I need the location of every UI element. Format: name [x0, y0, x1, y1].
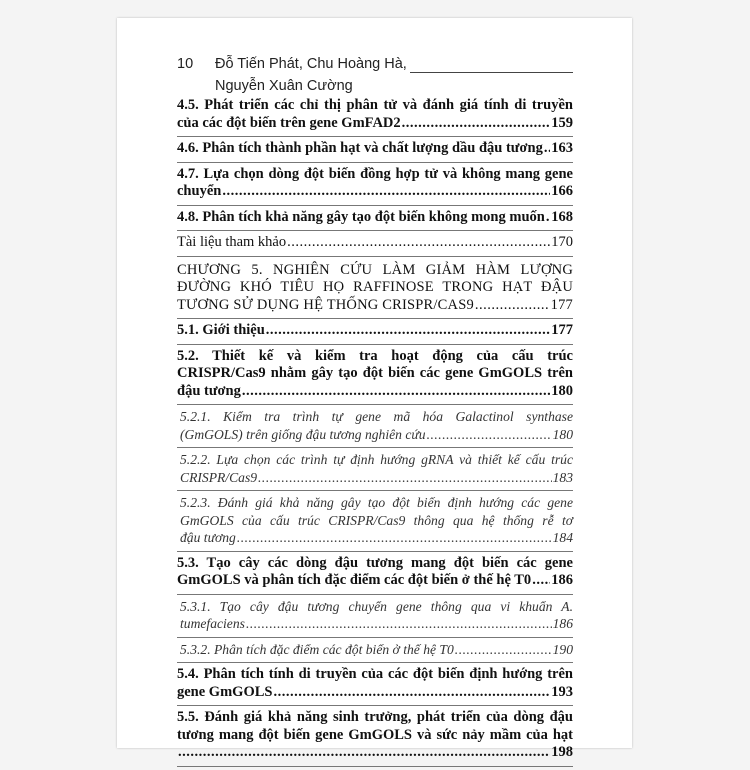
- toc-page-number: 183: [552, 469, 573, 485]
- authors-line-1: Đỗ Tiến Phát, Chu Hoàng Hà,: [215, 56, 407, 72]
- toc-page-number: 180: [551, 382, 573, 399]
- toc-entry-4-7[interactable]: 4.7. Lựa chọn dòng đột biến đồng hợp tử và không mang gene chuyển ..... 166: [177, 166, 573, 201]
- divider: [177, 230, 573, 231]
- toc-entry-4-6[interactable]: 4.6. Phân tích thành phần hạt và chất lượng dầu đậu tương ..... 163: [177, 140, 573, 158]
- divider: [177, 344, 573, 345]
- toc-page-number: 184: [552, 530, 573, 545]
- toc-entry-5-3-2[interactable]: 5.3.2. Phân tích đặc điểm các đột biến ở thế hệ T0 ..... 190: [177, 641, 573, 659]
- toc-entry-5-2-3[interactable]: 5.2.3. Đánh giá khả năng gây tạo đột biến định hướng các gene GmGOLS của cấu trúc CRISPR/Cas9 thông qua hệ thống rễ tơ đậu tương ..... 184: [177, 494, 573, 547]
- divider: [177, 404, 573, 405]
- divider: [177, 256, 573, 257]
- toc-chapter-5[interactable]: CHƯƠNG 5. NGHIÊN CỨU LÀM GIẢM HÀM LƯỢNG ĐƯỜNG KHÓ TIÊU HỌ RAFFINOSE TRONG HẠT ĐẬU TƯƠNG SỬ DỤNG HỆ THỐNG CRISPR/CAS9 ..... 177: [177, 262, 573, 315]
- divider: [177, 594, 573, 595]
- toc-entry-5-2[interactable]: 5.2. Thiết kế và kiểm tra hoạt động của cấu trúc CRISPR/Cas9 nhằm gây tạo đột biến các gene GmGOLS trên đậu tương ..... 180: [177, 348, 573, 401]
- divider: [177, 318, 573, 319]
- table-of-contents: [177, 97, 573, 770]
- divider: [177, 205, 573, 206]
- toc-entry-5-3[interactable]: 5.3. Tạo cây các dòng đậu tương mang đột biến các gene GmGOLS và phân tích đặc điểm các đột biến ở thế hệ T0 ..... 186: [177, 555, 573, 590]
- toc-entry-5-5[interactable]: 5.5. Đánh giá khả năng sinh trưởng, phát triển của dòng đậu tương mang đột biến gene GmGOLS và sức nảy mầm của hạt ..... 198: [177, 709, 573, 762]
- toc-page-number: 177: [550, 296, 573, 313]
- toc-page-number: 166: [551, 183, 573, 199]
- toc-entry-5-2-1[interactable]: 5.2.1. Kiểm tra trình tự gene mã hóa Galactinol synthase (GmGOLS) trên giống đậu tương nghiên cứu ..... 180: [177, 408, 573, 443]
- toc-page-number: 177: [551, 322, 573, 338]
- book-page: [117, 18, 632, 760]
- toc-entry-5-1[interactable]: 5.1. Giới thiệu ..... 177: [177, 322, 573, 340]
- toc-page-number: 168: [551, 208, 573, 225]
- toc-page-number: 159: [551, 114, 573, 131]
- toc-entry-4-5[interactable]: 4.5. Phát triển các chỉ thị phân tử và đánh giá tính di truyền của các đột biến trên gene GmFAD2 ..... 159: [177, 97, 573, 132]
- authors-line-2: Nguyễn Xuân Cường: [215, 78, 353, 94]
- toc-entry-5-3-1[interactable]: 5.3.1. Tạo cây đậu tương chuyển gene thông qua vi khuẩn A. tumefaciens ..... 186: [177, 598, 573, 633]
- divider: [177, 637, 573, 638]
- divider: [177, 136, 573, 137]
- toc-entry-5-2-2[interactable]: 5.2.2. Lựa chọn các trình tự định hướng gRNA và thiết kế cấu trúc CRISPR/Cas9 ..... 183: [177, 451, 573, 486]
- toc-page-number: 180: [552, 426, 573, 442]
- divider: [177, 447, 573, 448]
- divider: [177, 662, 573, 663]
- toc-entry-5-4[interactable]: 5.4. Phân tích tính di truyền của các đột biến định hướng trên gene GmGOLS ..... 193: [177, 666, 573, 701]
- toc-page-number: 170: [551, 234, 573, 250]
- toc-page-number: 186: [552, 616, 573, 631]
- divider: [177, 705, 573, 706]
- toc-entry-references[interactable]: Tài liệu tham khảo ..... 170: [177, 234, 573, 252]
- toc-page-number: 193: [551, 683, 573, 700]
- header-rule: [410, 72, 573, 73]
- toc-page-number: 190: [552, 641, 573, 657]
- divider: [177, 766, 573, 767]
- toc-page-number: 198: [551, 744, 573, 760]
- toc-entry-4-8[interactable]: 4.8. Phân tích khả năng gây tạo đột biến không mong muốn ..... 168: [177, 209, 573, 227]
- divider: [177, 490, 573, 491]
- divider: [177, 551, 573, 552]
- toc-page-number: 163: [551, 140, 573, 156]
- page-number: 10: [177, 56, 194, 72]
- divider: [177, 162, 573, 163]
- toc-page-number: 186: [551, 572, 573, 588]
